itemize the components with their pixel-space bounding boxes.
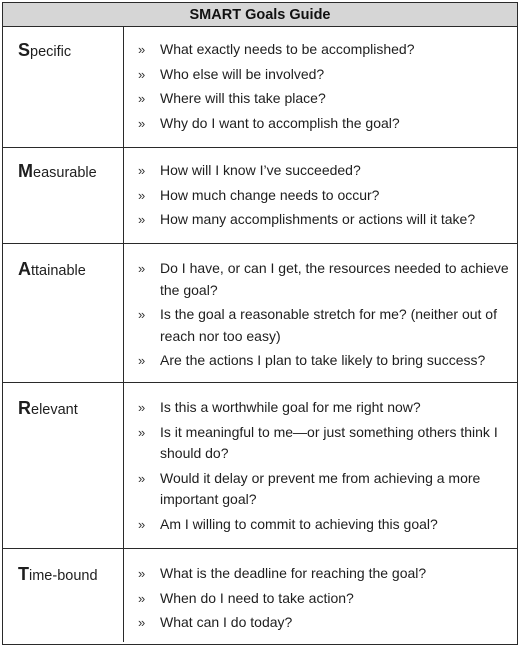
bullet-icon: » (138, 566, 146, 581)
question-item (138, 88, 511, 110)
question-text: What is the deadline for reaching the goal? (160, 565, 427, 581)
bullet-icon: » (138, 163, 146, 178)
row-time-bound (3, 549, 517, 642)
question-text: Is this a worthwhile goal for me right now? (160, 399, 421, 415)
bullet-icon: » (138, 307, 146, 322)
row-specific (3, 27, 517, 148)
row-label (3, 383, 124, 548)
question-list (124, 27, 517, 147)
question-item (138, 258, 511, 301)
question-item (138, 514, 511, 536)
question-text: How will I know I’ve succeeded? (160, 162, 361, 178)
bullet-icon: » (138, 42, 146, 57)
row-label-rest: ime-bound (29, 568, 98, 584)
question-text: How much change needs to occur? (160, 186, 380, 203)
question-item (138, 39, 511, 61)
question-text: How many accomplishments or actions will it take? (160, 211, 476, 227)
row-attainable (3, 244, 517, 383)
question-item (138, 160, 511, 182)
question-text: What exactly needs to be accomplished? (160, 41, 415, 57)
row-label-initial: M (18, 161, 33, 181)
question-text: Is it meaningful to me—or just something others think I should do? (160, 423, 498, 461)
row-label-rest: easurable (33, 165, 97, 181)
row-label (3, 549, 124, 642)
question-item (138, 209, 511, 231)
bullet-icon: » (138, 424, 146, 440)
question-text: Are the actions I plan to take likely to bring success? (160, 352, 486, 368)
question-text: Who else will be involved? (160, 65, 325, 82)
row-label (3, 27, 124, 147)
bullet-icon: » (138, 212, 146, 227)
question-item (138, 350, 511, 372)
question-text: When do I need to take action? (160, 589, 354, 606)
question-item (138, 563, 511, 585)
bullet-icon: » (138, 590, 146, 606)
table-title: SMART Goals Guide (3, 3, 517, 27)
bullet-icon: » (138, 91, 146, 106)
bullet-icon: » (138, 115, 146, 131)
row-measurable (3, 148, 517, 244)
question-text: Am I willing to commit to achieving this goal? (160, 515, 438, 532)
question-text: Do I have, or can I get, the resources needed to achieve the goal? (160, 260, 509, 298)
question-item (138, 113, 511, 135)
row-label-initial: S (18, 40, 31, 60)
row-label-rest: ttainable (31, 263, 86, 279)
bullet-icon: » (138, 516, 146, 532)
question-item (138, 468, 511, 511)
row-label (3, 148, 124, 243)
question-item (138, 304, 511, 347)
row-label-rest: elevant (31, 402, 78, 418)
question-text: Why do I want to accomplish the goal? (160, 114, 400, 131)
row-label-initial: T (18, 564, 29, 584)
question-list (124, 383, 517, 548)
question-text: Would it delay or prevent me from achieving a more important goal? (160, 469, 481, 507)
row-relevant (3, 383, 517, 549)
bullet-icon: » (138, 66, 146, 82)
question-item (138, 612, 511, 634)
question-text: What can I do today? (160, 614, 293, 630)
bullet-icon: » (138, 187, 146, 203)
row-label-initial: R (18, 398, 31, 418)
question-item (138, 185, 511, 207)
question-item (138, 64, 511, 86)
question-list (124, 244, 517, 382)
bullet-icon: » (138, 261, 146, 276)
bullet-icon: » (138, 353, 146, 368)
row-label-rest: pecific (30, 44, 72, 60)
question-list (124, 549, 517, 642)
question-item (138, 397, 511, 419)
smart-goals-table (2, 2, 518, 645)
question-list (124, 148, 517, 243)
row-label-initial: A (18, 259, 31, 279)
question-item (138, 588, 511, 610)
question-text: Is the goal a reasonable stretch for me? (neither out of reach nor too easy) (160, 306, 497, 344)
bullet-icon: » (138, 615, 146, 630)
question-text: Where will this take place? (160, 90, 326, 106)
bullet-icon: » (138, 470, 146, 486)
question-item (138, 422, 511, 465)
row-label (3, 244, 124, 382)
bullet-icon: » (138, 400, 146, 415)
